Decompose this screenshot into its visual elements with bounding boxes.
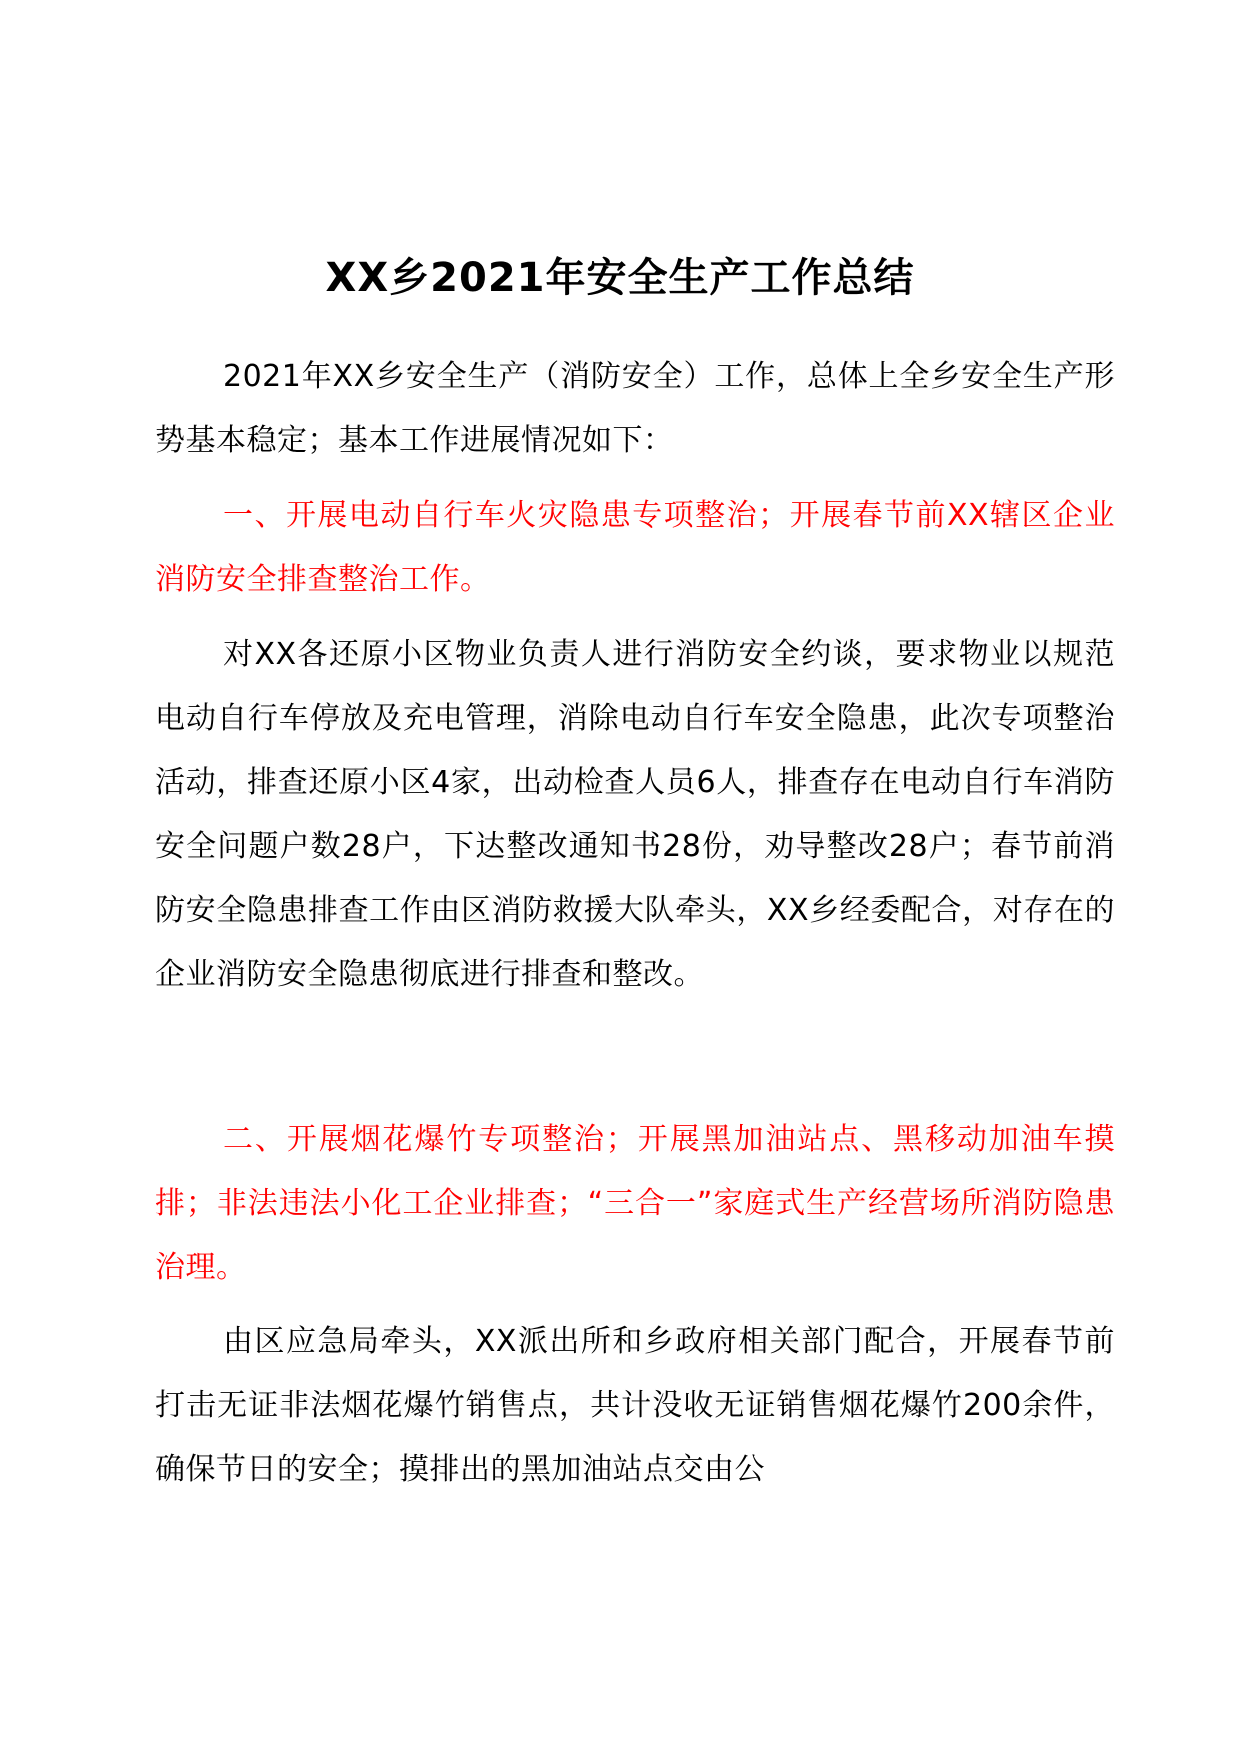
document-title: XX乡2021年安全生产工作总结 bbox=[325, 255, 915, 301]
section-2-heading: 二、开展烟花爆竹专项整治；开展黑加油站点、黑移动加油车摸排；非法违法小化工企业排查；“三合一”家庭式生产经营场所消防隐患治理。 bbox=[155, 1122, 1115, 1285]
section-2-body: 由区应急局牵头，XX派出所和乡政府相关部门配合，开展春节前打击无证非法烟花爆竹销售点，共计没收无证销售烟花爆竹200余件，确保节日的安全；摸排出的黑加油站点交由公 bbox=[155, 1324, 1115, 1487]
section-1-heading: 一、开展电动自行车火灾隐患专项整治；开展春节前XX辖区企业消防安全排查整治工作。 bbox=[155, 498, 1115, 597]
section-1-body: 对XX各还原小区物业负责人进行消防安全约谈，要求物业以规范电动自行车停放及充电管理，消除电动自行车安全隐患，此次专项整治活动，排查还原小区4家，出动检查人员6人，排查存在电动自行车消防安全问题户数28户，下达整改通知书28份，劝导整改28户；春节前消防安全隐患排查工作由区消防救援大队牵头，XX乡经委配合，对存在的企业消防安全隐患彻底进行排查和整改。 bbox=[155, 637, 1115, 992]
intro-paragraph: 2021年XX乡安全生产（消防安全）工作，总体上全乡安全生产形势基本稳定；基本工作进展情况如下： bbox=[155, 359, 1115, 458]
